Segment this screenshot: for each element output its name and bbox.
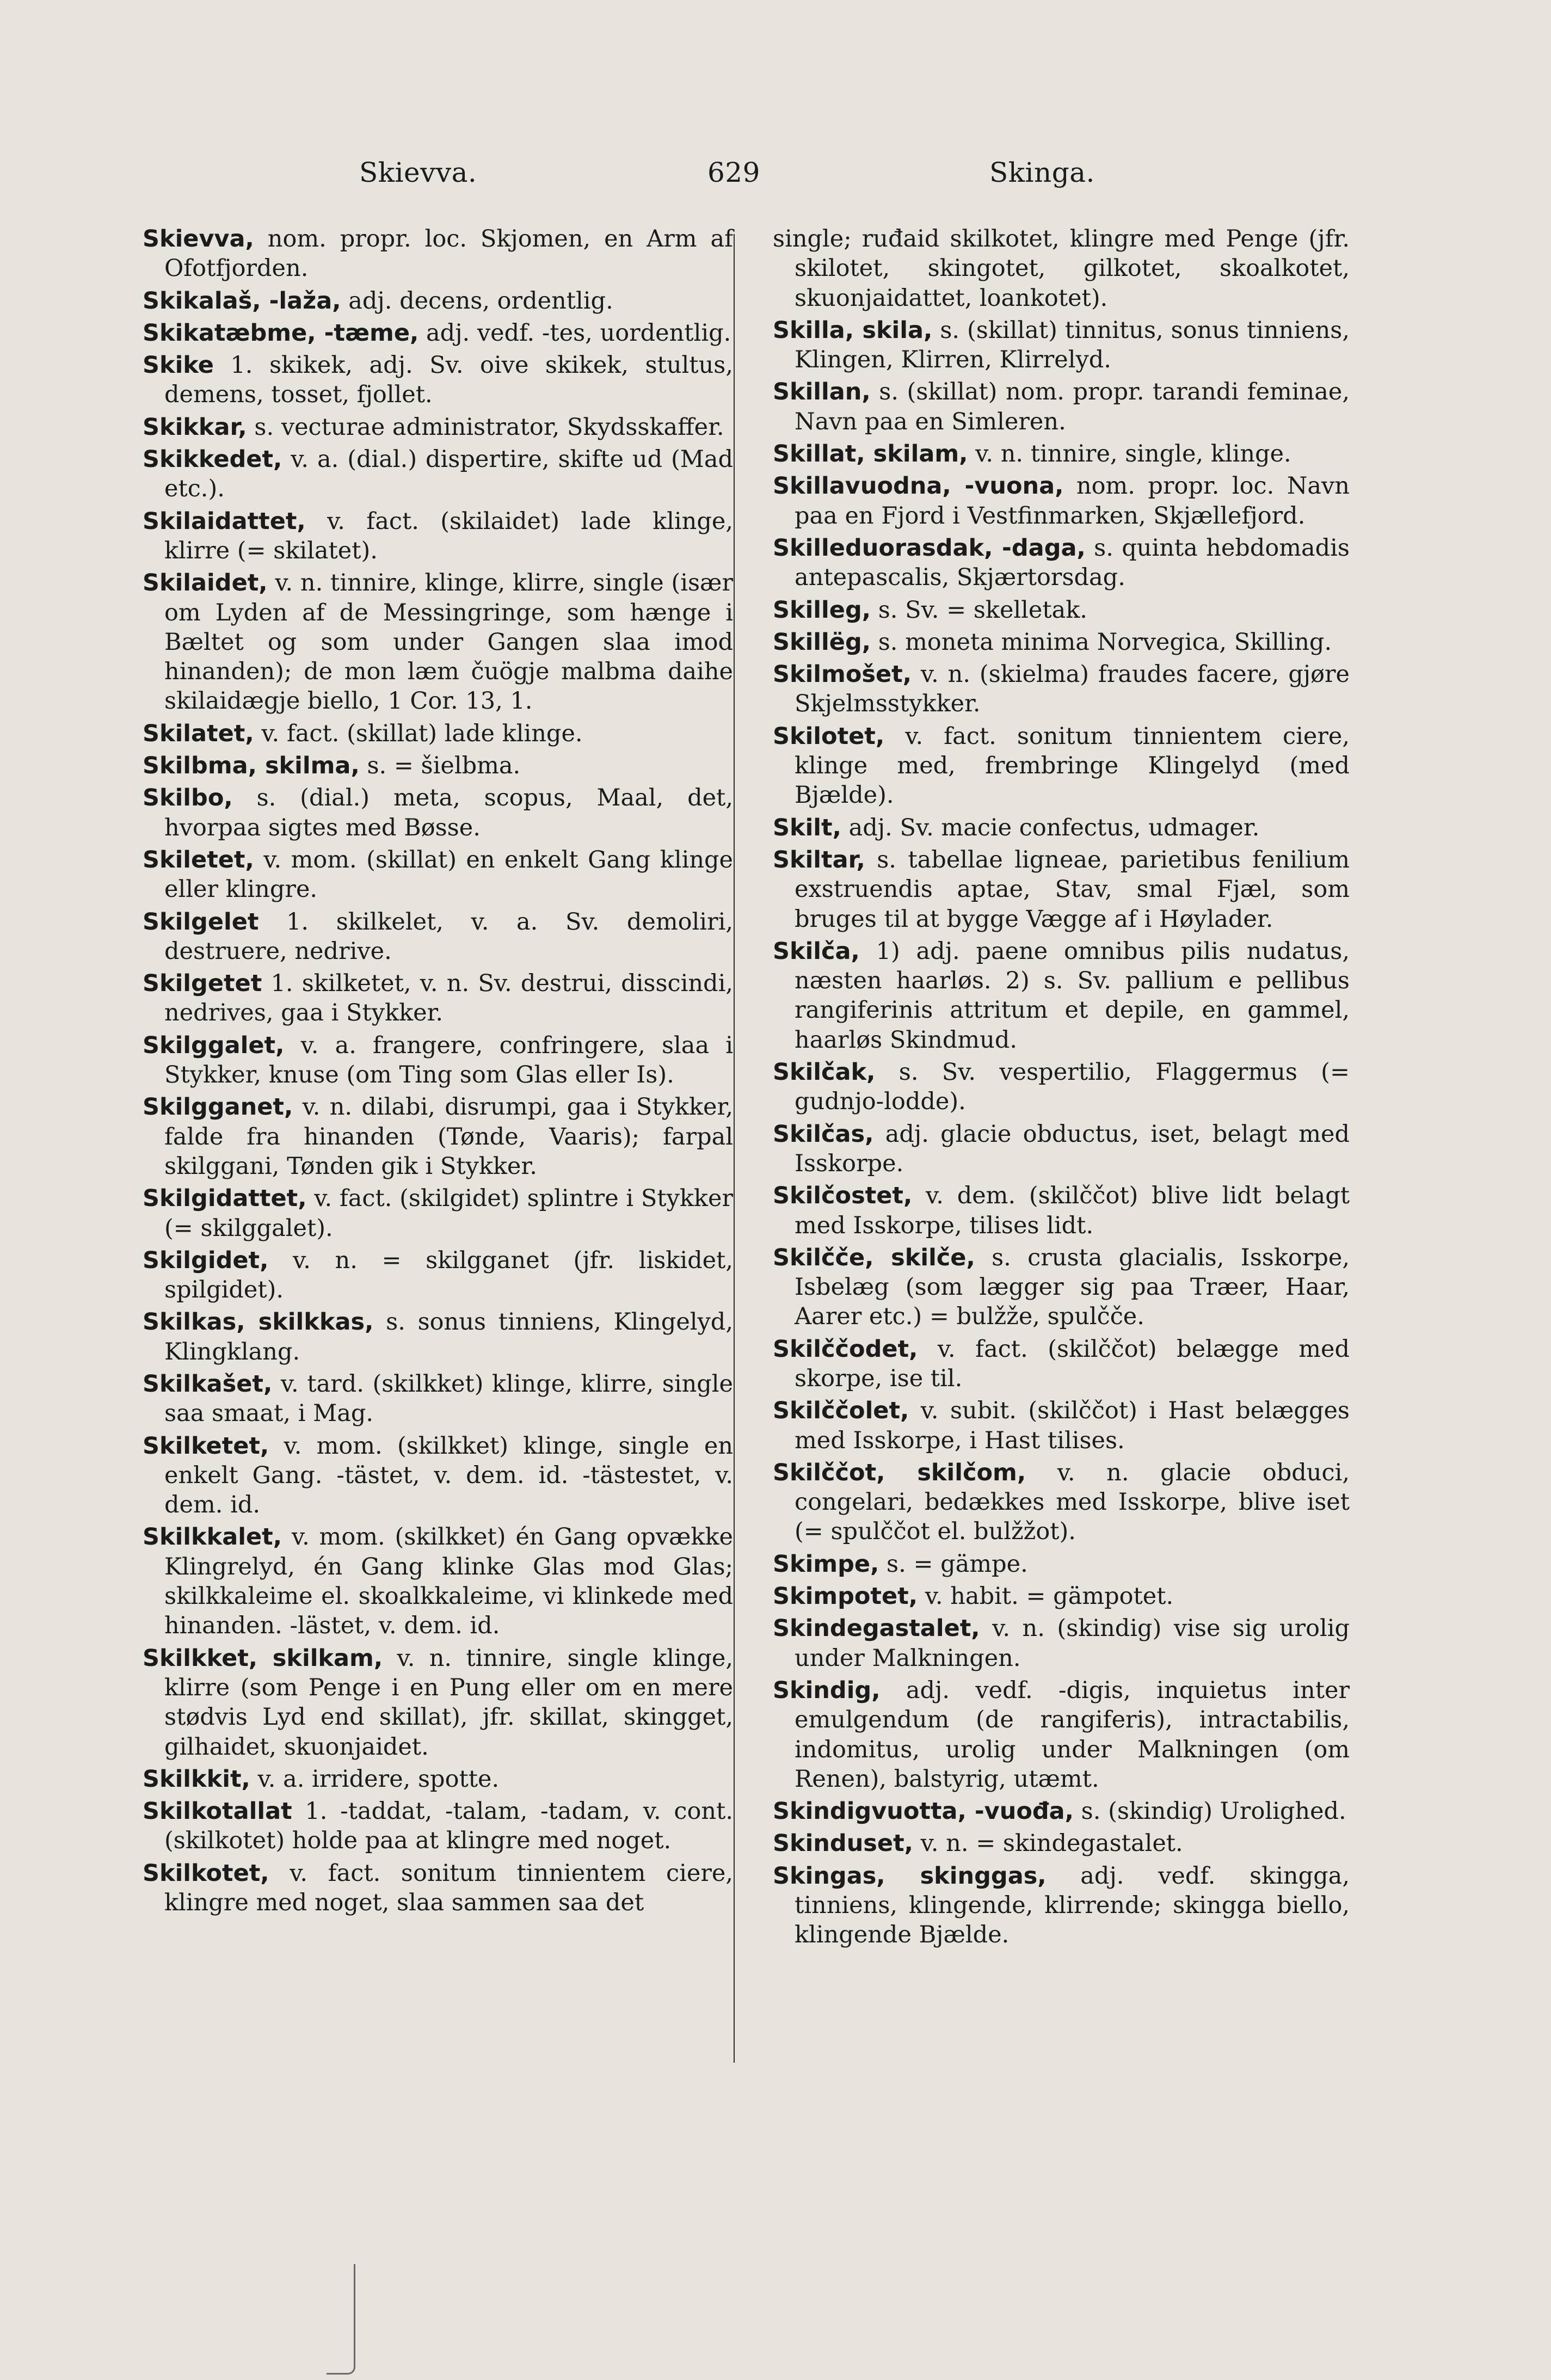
dictionary-entry xyxy=(773,1614,1350,1673)
dictionary-entry xyxy=(143,1431,733,1520)
entry-headword: Skillëg, xyxy=(773,628,871,656)
entry-headword: Skimpe, xyxy=(773,1550,879,1578)
entry-headword: Skilččolet, xyxy=(773,1397,909,1425)
entry-headword: Skilkotallat xyxy=(143,1798,292,1825)
entry-definition: s. (dial.) meta, scopus, Maal, det, hvorpaa sigtes med Bøsse. xyxy=(164,784,733,841)
entry-headword: Skilbma, skilma, xyxy=(143,752,360,780)
dictionary-entry xyxy=(143,1031,733,1090)
entry-definition: v. fact. sonitum tinnientem ciere, klingre med noget, slaa sammen saa det xyxy=(164,1859,733,1917)
entry-headword: Skilleg, xyxy=(773,596,871,624)
entry-definition: v. n. (skindig) vise sig urolig under Malkningen. xyxy=(795,1615,1350,1672)
entry-definition: v. dem. (skilččot) blive lidt belagt med Isskorpe, tilises lidt. xyxy=(795,1182,1350,1239)
entry-definition: v. fact. (skilgidet) splintre i Stykker (= skilggalet). xyxy=(164,1185,733,1242)
entry-headword: Skilgetet xyxy=(143,970,262,998)
dictionary-entry xyxy=(143,907,733,967)
dictionary-entry xyxy=(773,595,1350,625)
entry-headword: Skilččodet, xyxy=(773,1335,918,1363)
dictionary-entry xyxy=(143,1644,733,1762)
entry-definition: v. mom. (skilkket) én Gang opvække Klingrelyd, én Gang klinke Glas mod Glas; skilkkaleime el. skoalkkaleime, vi klinkede med hinanden. -lästet, v. dem. id. xyxy=(164,1523,733,1640)
dictionary-entry xyxy=(143,1092,733,1181)
entry-definition: s. moneta minima Norvegica, Skilling. xyxy=(871,628,1332,656)
entry-definition: v. n. tinnire, single, klinge. xyxy=(968,440,1291,468)
entry-definition: s. (skindig) Urolighed. xyxy=(1074,1798,1346,1825)
entry-headword: Skilkket, skilkam, xyxy=(143,1644,383,1672)
entry-definition: adj. glacie obductus, iset, belagt med Isskorpe. xyxy=(795,1120,1350,1177)
dictionary-entry xyxy=(143,751,733,780)
dictionary-entry xyxy=(773,722,1350,810)
dictionary-entry xyxy=(143,1859,733,1918)
entry-headword: Skiltar, xyxy=(773,846,865,874)
entry-headword: Skilččot, skilčom, xyxy=(773,1459,1026,1486)
entry-headword: Skike xyxy=(143,352,214,379)
dictionary-entry xyxy=(143,318,733,348)
dictionary-entry xyxy=(773,533,1350,593)
dictionary-entry xyxy=(143,1184,733,1243)
entry-definition: s. Sv. = skelletak. xyxy=(871,596,1087,624)
entry-definition: s. Sv. vespertilio, Flaggermus (= gudnjo-lodde). xyxy=(795,1059,1350,1116)
dictionary-entry xyxy=(143,845,733,905)
dictionary-entry xyxy=(143,969,733,1028)
dictionary-entry xyxy=(773,660,1350,719)
entry-definition: s. crusta glacialis, Isskorpe, Isbelæg (som lægger sig paa Træer, Haar, Aarer etc.) = bulžže, spulčče. xyxy=(795,1244,1350,1331)
dictionary-entry xyxy=(143,1522,733,1640)
entry-headword: Skikalaš, -laža, xyxy=(143,287,341,315)
dictionary-entry xyxy=(773,224,1350,313)
entry-definition: v. n. = skindegastalet. xyxy=(913,1830,1183,1858)
entry-definition: v. subit. (skilččot) i Hast belægges med Isskorpe, i Hast tilises. xyxy=(795,1397,1350,1454)
entry-headword: Skindig, xyxy=(773,1676,881,1704)
entry-headword: Skimpotet, xyxy=(773,1583,918,1610)
dictionary-entry xyxy=(143,350,733,410)
dictionary-entry xyxy=(143,445,733,504)
entry-headword: Skilčostet, xyxy=(773,1182,913,1210)
entry-definition: s. = šielbma. xyxy=(359,752,521,780)
entry-definition: v. n. tinnire, single klinge, klirre (som Penge i en Pung eller om en mere stødvis Lyd end skillat), jfr. skillat, skingget, gilhaidet, skuonjaidet. xyxy=(164,1644,733,1761)
entry-headword: Skillan, xyxy=(773,378,871,406)
entry-headword: Skikatæbme, -tæme, xyxy=(143,319,419,347)
dictionary-entry xyxy=(773,316,1350,375)
dictionary-entry xyxy=(773,1396,1350,1455)
entry-definition: adj. vedf. -digis, inquietus inter emulgendum (de rangiferis), intractabilis, indomitus, urolig under Malkningen (om Renen), balstyrig, utæmt. xyxy=(795,1676,1350,1793)
dictionary-entry xyxy=(773,1829,1350,1858)
dictionary-entry xyxy=(143,1369,733,1429)
entry-headword: Skilla, skila, xyxy=(773,316,933,344)
entry-definition: v. n. glacie obduci, congelari, bedækkes med Isskorpe, blive iset (= spulččot el. bulžžot). xyxy=(795,1459,1350,1546)
left-column xyxy=(143,224,733,1920)
entry-definition: v. tard. (skilkket) klinge, klirre, single saa smaat, i Mag. xyxy=(164,1370,733,1428)
entry-definition: s. quinta hebdomadis antepascalis, Skjærtorsdag. xyxy=(795,534,1350,592)
entry-definition: adj. vedf. -tes, uordentlig. xyxy=(418,319,731,347)
entry-definition: v. habit. = gämpotet. xyxy=(918,1583,1174,1610)
entry-definition: v. fact. (skillat) lade klinge. xyxy=(254,719,583,747)
entry-headword: Skilmošet, xyxy=(773,661,912,688)
entry-definition: 1. skilketet, v. n. Sv. destrui, disscindi, nedrives, gaa i Stykker. xyxy=(164,970,733,1027)
entry-definition: s. (skillat) tinnitus, sonus tinniens, Klingen, Klirren, Klirrelyd. xyxy=(795,316,1350,374)
dictionary-entry xyxy=(773,1334,1350,1394)
entry-definition: nom. propr. loc. Skjomen, en Arm af Ofotfjorden. xyxy=(164,225,733,282)
entry-headword: Skilkkit, xyxy=(143,1765,250,1793)
dictionary-entry xyxy=(143,1307,733,1367)
entry-definition: v. a. frangere, confringere, slaa i Stykker, knuse (om Ting som Glas eller Is). xyxy=(164,1031,733,1089)
entry-headword: Skilatet, xyxy=(143,719,254,747)
dictionary-entry xyxy=(773,1676,1350,1794)
dictionary-entry xyxy=(143,286,733,316)
entry-definition: single; ruđaid skilkotet, klingre med Penge (jfr. skilotet, skingotet, gilkotet, skoalkotet, skuonjaidattet, loankotet). xyxy=(773,225,1350,312)
dictionary-entry xyxy=(773,1797,1350,1826)
entry-definition: adj. decens, ordentlig. xyxy=(341,287,613,315)
entry-definition: adj. vedf. skingga, tinniens, klingende, klirrende; skingga biello, klingende Bjælde. xyxy=(795,1862,1350,1949)
entry-definition: v. fact. (skilččot) belægge med skorpe, ise til. xyxy=(795,1335,1350,1392)
dictionary-entry xyxy=(143,1764,733,1794)
entry-definition: v. mom. (skilkket) klinge, single en enkelt Gang. -tästet, v. dem. id. -tästestet, v. dem. id. xyxy=(164,1432,733,1519)
entry-headword: Skilggalet, xyxy=(143,1031,285,1059)
entry-headword: Skinduset, xyxy=(773,1830,913,1858)
dictionary-entry xyxy=(143,1246,733,1305)
dictionary-entry xyxy=(773,471,1350,531)
column-divider xyxy=(734,234,735,2063)
entry-definition: v. fact. (skilaidet) lade klinge, klirre (= skilatet). xyxy=(164,507,733,564)
dictionary-entry xyxy=(143,783,733,842)
entry-headword: Skilčak, xyxy=(773,1059,876,1086)
dictionary-entry xyxy=(143,719,733,748)
entry-definition: s. tabellae ligneae, parietibus fenilium exstruendis aptae, Stav, smal Fjæl, som bruges til at bygge Vægge af i Høylader. xyxy=(795,846,1350,933)
entry-definition: v. a. (dial.) dispertire, skifte ud (Mad etc.). xyxy=(164,446,733,503)
entry-definition: v. n. dilabi, disrumpi, gaa i Stykker, falde fra hinanden (Tønde, Vaaris); farpal skilggani, Tønden gik i Stykker. xyxy=(164,1093,733,1180)
entry-headword: Skilgidattet, xyxy=(143,1185,307,1213)
page-number: 629 xyxy=(707,157,760,188)
entry-headword: Skilkotet, xyxy=(143,1859,269,1887)
entry-definition: v. n. tinnire, klinge, klirre, single (især om Lyden af de Messingringe, som hænge i Bæltet og som under Gangen slaa imod hinanden); de mon læm čuögje malbma daihe skilaidægje biello, 1 Cor. 13, 1. xyxy=(164,569,733,715)
entry-headword: Skingas, skinggas, xyxy=(773,1862,1047,1890)
entry-headword: Skilt, xyxy=(773,814,841,841)
entry-definition: 1. -taddat, -talam, -tadam, v. cont. (skilkotet) holde paa at klingre med noget. xyxy=(164,1798,733,1855)
entry-headword: Skilgganet, xyxy=(143,1093,293,1121)
dictionary-entry xyxy=(773,377,1350,436)
entry-headword: Skindigvuotta, -vuođa, xyxy=(773,1798,1074,1825)
entry-headword: Skikkar, xyxy=(143,413,247,441)
entry-headword: Skilkas, skilkkas, xyxy=(143,1308,374,1336)
entry-headword: Skilča, xyxy=(773,937,860,965)
entry-headword: Skilotet, xyxy=(773,722,885,750)
entry-definition: nom. propr. loc. Navn paa en Fjord i Vestfinmarken, Skjællefjord. xyxy=(795,472,1350,530)
right-column xyxy=(773,224,1350,1953)
dictionary-entry xyxy=(143,224,733,284)
dictionary-entry xyxy=(773,1120,1350,1179)
dictionary-entry xyxy=(773,1582,1350,1611)
entry-definition: v. fact. sonitum tinnientem ciere, klinge med, frembringe Klingelyd (med Bjælde). xyxy=(795,722,1350,809)
entry-headword: Skilbo, xyxy=(143,784,233,812)
entry-headword: Skilaidet, xyxy=(143,569,268,597)
entry-definition: 1) adj. paene omnibus pilis nudatus, næsten haarløs. 2) s. Sv. pallium e pellibus rangiferinis attritum et depile, en gammel, haarløs Skindmud. xyxy=(795,937,1350,1054)
entry-headword: Skilgidet, xyxy=(143,1246,269,1274)
dictionary-entry xyxy=(773,1861,1350,1950)
entry-headword: Skillat, skilam, xyxy=(773,440,968,468)
entry-definition: v. n. = skilgganet (jfr. liskidet, spilgidet). xyxy=(164,1246,733,1304)
entry-definition: s. (skillat) nom. propr. tarandi feminae, Navn paa en Simleren. xyxy=(795,378,1350,435)
dictionary-entry xyxy=(143,413,733,442)
entry-headword: Skiletet, xyxy=(143,846,254,874)
entry-headword: Skilaidattet, xyxy=(143,507,306,535)
dictionary-entry xyxy=(773,813,1350,842)
entry-headword: Skievva, xyxy=(143,225,254,253)
dictionary-entry xyxy=(773,439,1350,469)
entry-definition: v. n. (skielma) fraudes facere, gjøre Skjelmsstykker. xyxy=(795,661,1350,718)
entry-headword: Skilgelet xyxy=(143,908,259,936)
entry-headword: Skilketet, xyxy=(143,1432,269,1460)
entry-headword: Skilčas, xyxy=(773,1120,874,1148)
dictionary-entry xyxy=(773,1549,1350,1579)
dictionary-entry xyxy=(773,1181,1350,1240)
entry-headword: Skilkašet, xyxy=(143,1370,273,1398)
entry-headword: Skindegastalet, xyxy=(773,1615,980,1643)
entry-definition: s. = gämpe. xyxy=(879,1550,1028,1578)
header-right-guideword: Skinga. xyxy=(989,157,1095,188)
dictionary-entry xyxy=(773,628,1350,657)
entry-definition: v. mom. (skillat) en enkelt Gang klinge eller klingre. xyxy=(164,846,733,903)
entry-definition: v. a. irridere, spotte. xyxy=(250,1765,500,1793)
entry-headword: Skilkkalet, xyxy=(143,1523,282,1551)
entry-definition: 1. skilkelet, v. a. Sv. demoliri, destruere, nedrive. xyxy=(164,908,733,965)
entry-definition: s. vecturae administrator, Skydsskaffer. xyxy=(247,413,724,441)
margin-bracket xyxy=(327,2264,355,2375)
dictionary-entry xyxy=(773,845,1350,934)
dictionary-entry xyxy=(773,1057,1350,1117)
entry-headword: Skikkedet, xyxy=(143,446,282,473)
header-left-guideword: Skievva. xyxy=(359,157,477,188)
page-header xyxy=(0,157,1551,206)
entry-definition: adj. Sv. macie confectus, udmager. xyxy=(841,814,1260,841)
dictionary-entry xyxy=(773,1458,1350,1547)
dictionary-entry xyxy=(773,937,1350,1055)
dictionary-entry xyxy=(773,1243,1350,1332)
entry-headword: Skillavuodna, -vuona, xyxy=(773,472,1064,500)
dictionary-entry xyxy=(143,1797,733,1856)
entry-definition: 1. skikek, adj. Sv. oive skikek, stultus, demens, tosset, fjollet. xyxy=(164,352,733,409)
entry-headword: Skilčče, skilče, xyxy=(773,1244,975,1271)
dictionary-entry xyxy=(143,507,733,566)
entry-definition: s. sonus tinniens, Klingelyd, Klingklang. xyxy=(164,1308,733,1366)
entry-headword: Skilleduorasdak, -daga, xyxy=(773,534,1086,562)
dictionary-entry xyxy=(143,568,733,716)
